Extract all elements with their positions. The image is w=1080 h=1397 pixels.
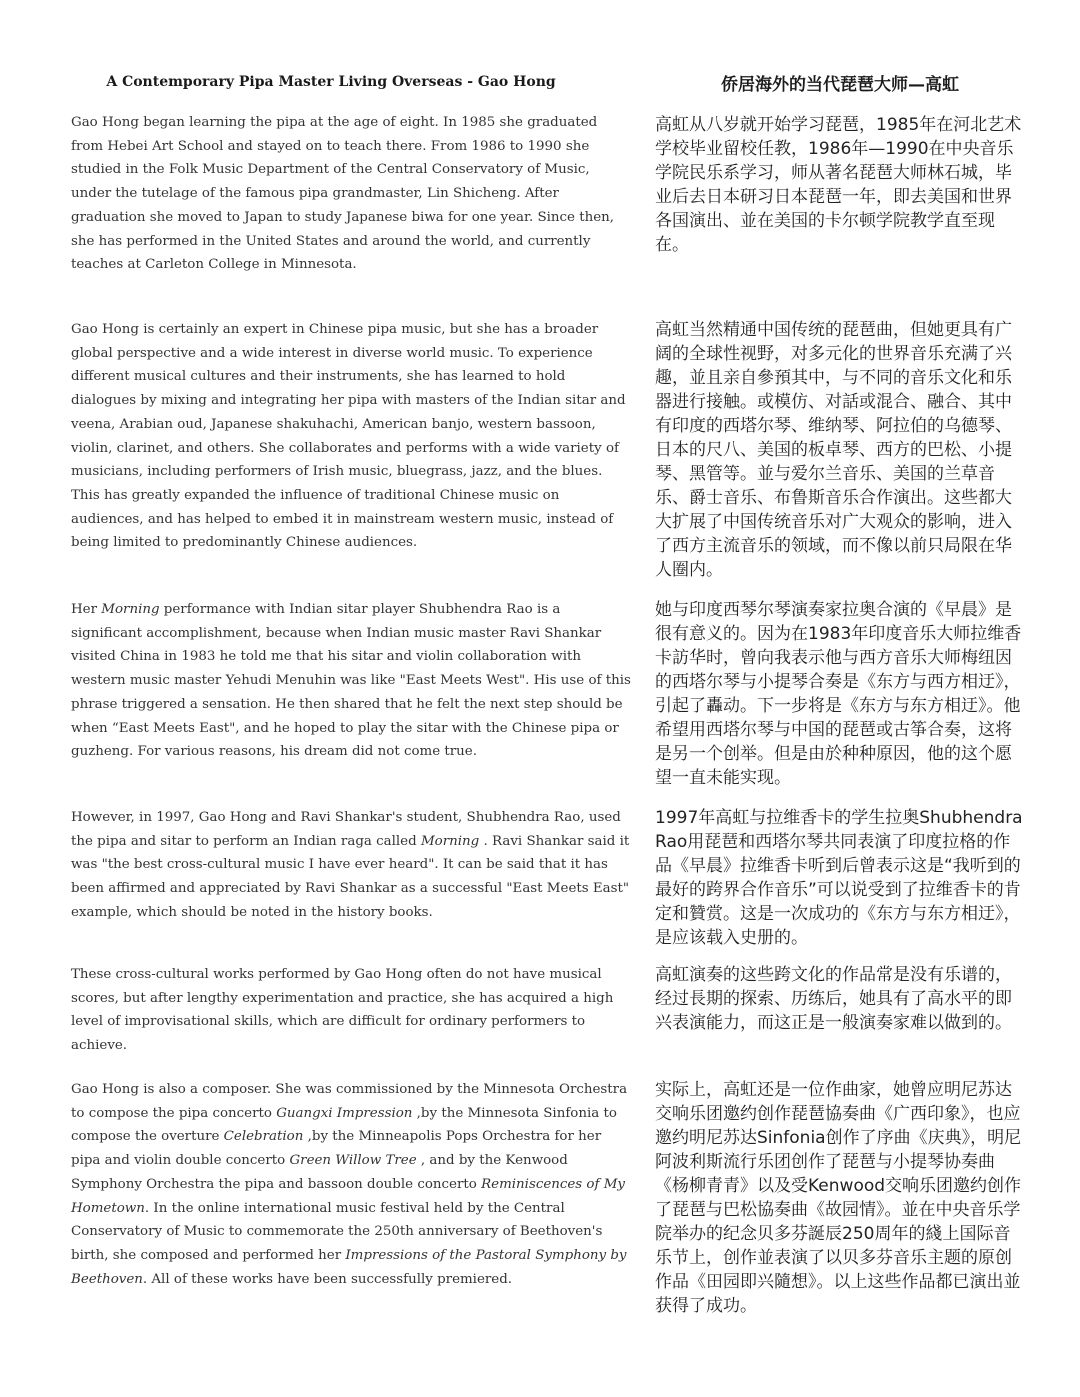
chinese-paragraph-3: 她与印度西琴尔琴演奏家拉奥合演的《早晨》是很有意义的。因为在1983年印度音乐大师拉维香卡訪华时，曾向我表示他与西方音乐大师梅纽因的西塔尔琴与小提琴合奏是《东方与西方相迂》，引起了轟动。下一步将是《东方与东方相迂》。他希望用西塔尔琴与中国的琵琶或古筝合奏，这将是另一个创举。但是由於种种原因，他的这个愿望一直未能实现。	[655, 600, 1022, 788]
paragraph-text: performance with Indian sitar player Shubhendra Rao is a significant accomplishment, because when Indian music master Ravi Shankar visited China in 1983 he told me that his sitar and violin collaboration with western music master Yehudi Menuhin was like "East Meets West". His use of this phrase triggered a sensation. He then shared that he felt the next step should be when “East Meets East", and he hoped to play the sitar with the Chinese pipa or guzheng. For various reasons, his dream did not come true.	[71, 602, 631, 760]
paragraph-text: Gao Hong is also a composer. She was commissioned by the Minnesota Orchestra to compose the pipa concerto	[71, 1082, 628, 1121]
work-title-text: Morning	[420, 833, 480, 849]
paragraph-text: , and by the Kenwood Symphony Orchestra the pipa and bassoon double concerto	[71, 1153, 568, 1192]
paragraph-text: ,by the Minneapolis Pops Orchestra for her pipa and violin double concerto	[71, 1129, 602, 1169]
paragraph-text: . In the online international music festival held by the Central Conservatory of Music to commemorate the 250th anniversary of Beethoven's birth, she composed and performed her	[71, 1200, 603, 1263]
chinese-paragraph-2: 高虹当然精通中国传统的琵琶曲，但她更具有广阔的全球性视野，对多元化的世界音乐充满了兴趣，並且亲自參預其中，与不同的音乐文化和乐器进行接触。或模仿、对話或混合、融合、其中有印度的西塔尔琴、维纳琴、阿拉伯的乌德琴、日本的尺八、美国的板卓琴、西方的巴松、小提琴、黑管等。並与爱尔兰音乐、美国的兰草音乐、爵士音乐、布鲁斯音乐合作演出。这些都大大扩展了中国传统音乐对广大观众的影响，进入了西方主流音乐的领域，而不像以前只局限在华人圈内。	[655, 320, 1012, 580]
paragraph-text: These cross-cultural works performed by Gao Hong often do not have musical scores, but after lengthy experimentation and practice, she has acquired a high level of improvisational skills, which are difficult for ordinary performers to achieve.	[71, 967, 614, 1054]
work-title-text: Impressions of the Pastoral Symphony by Beethoven	[71, 1247, 627, 1287]
work-title-text: Morning	[101, 602, 160, 617]
chinese-paragraph-1: 高虹从八岁就开始学习琵琶，1985年在河北艺术学校毕业留校任教，1986年—1990在中央音乐学院民乐系学习，师从著名琵琶大师林石城，毕业后去日本研习日本琵琶一年，即去美国和世界各国演出、並在美国的卡尔顿学院教学直至现在。	[655, 115, 1022, 255]
english-paragraph-4	[71, 806, 631, 925]
english-title: A Contemporary Pipa Master Living Overseas - Gao Hong	[106, 74, 556, 90]
work-title-text: Celebration	[223, 1129, 304, 1145]
english-paragraph-2	[71, 318, 631, 555]
chinese-paragraph-6: 实际上，高虹还是一位作曲家，她曾应明尼苏达交响乐团邀约创作琵琶協奏曲《广西印象》，也应邀约明尼苏达Sinfonia创作了序曲《庆典》，明尼阿波利斯流行乐团创作了琵琶与小提琴协奏曲《杨柳青青》以及受Kenwood交响乐团邀约创作了琵琶与巴松協奏曲《故园情》。並在中央音乐学院举办的纪念贝多芬誕辰250周年的綫上国际音乐节上，创作並表演了以贝多芬音乐主题的原创作品《田园即兴隨想》。以上这些作品都已演出並获得了成功。	[655, 1080, 1022, 1316]
paragraph-text: ,by the Minnesota Sinfonia to compose the overture	[71, 1105, 617, 1145]
paragraph-text: . Ravi Shankar said it was "the best cross-cultural music I have ever heard". It can be said that it has been affirmed and appreciated by Ravi Shankar as a successful "East Meets East" example, which should be noted in the history books.	[71, 833, 630, 920]
chinese-paragraph-4: 1997年高虹与拉维香卡的学生拉奥Shubhendra Rao用琵琶和西塔尔琴共同表演了印度拉格的作品《早晨》拉维香卡听到后曾表示这是“我听到的最好的跨界合作音乐”可以说受到了拉维香卡的肯定和贊赏。这是一次成功的《东方与东方相迂》，是应该载入史册的。	[655, 808, 1023, 948]
english-paragraph-3	[71, 598, 631, 764]
paragraph-text: . All of these works have been successfully premiered.	[142, 1271, 513, 1287]
work-title-text: Reminiscences of My Hometown	[71, 1176, 625, 1216]
english-paragraph-6	[71, 1078, 631, 1291]
chinese-title: 侨居海外的当代琵琶大师—高虹	[721, 75, 959, 95]
work-title-text: Guangxi Impression	[276, 1105, 413, 1121]
work-title-text: Green Willow Tree	[289, 1153, 417, 1169]
paragraph-text: Her	[71, 602, 102, 617]
english-paragraph-5	[71, 963, 631, 1058]
chinese-paragraph-5: 高虹演奏的这些跨文化的作品常是没有乐谱的，经过長期的探索、历练后，她具有了高水平的即兴表演能力，而这正是一般演奏家难以做到的。	[655, 965, 1012, 1033]
paragraph-text: Gao Hong began learning the pipa at the age of eight. In 1985 she graduated from Hebei Art School and stayed on to teach there. From 1986 to 1990 she studied in the Folk Music Department of the Central Conservatory of Music, under the tutelage of the famous pipa grandmaster, Lin Shicheng. After graduation she moved to Japan to study Japanese biwa for one year. Since then, she has performed in the United States and around the world, and currently teaches at Carleton College in Minnesota.	[71, 115, 615, 273]
english-paragraph-1	[71, 111, 631, 277]
paragraph-text: Gao Hong is certainly an expert in Chinese pipa music, but she has a broader global perspective and a wide interest in diverse world music. To experience different musical cultures and their instruments, she has learned to hold dialogues by mixing and integrating her pipa with masters of the Indian sitar and veena, Arabian oud, Japanese shakuhachi, American banjo, western bassoon, violin, clarinet, and others. She collaborates and performs with a wide variety of musicians, including performers of Irish music, bluegrass, jazz, and the blues. This has greatly expanded the influence of traditional Chinese music on audiences, and has helped to embed it in mainstream western music, instead of being limited to predominantly Chinese audiences.	[71, 322, 626, 551]
paragraph-text: However, in 1997, Gao Hong and Ravi Shankar's student, Shubhendra Rao, used the pipa and sitar to perform an Indian raga called	[71, 810, 621, 849]
